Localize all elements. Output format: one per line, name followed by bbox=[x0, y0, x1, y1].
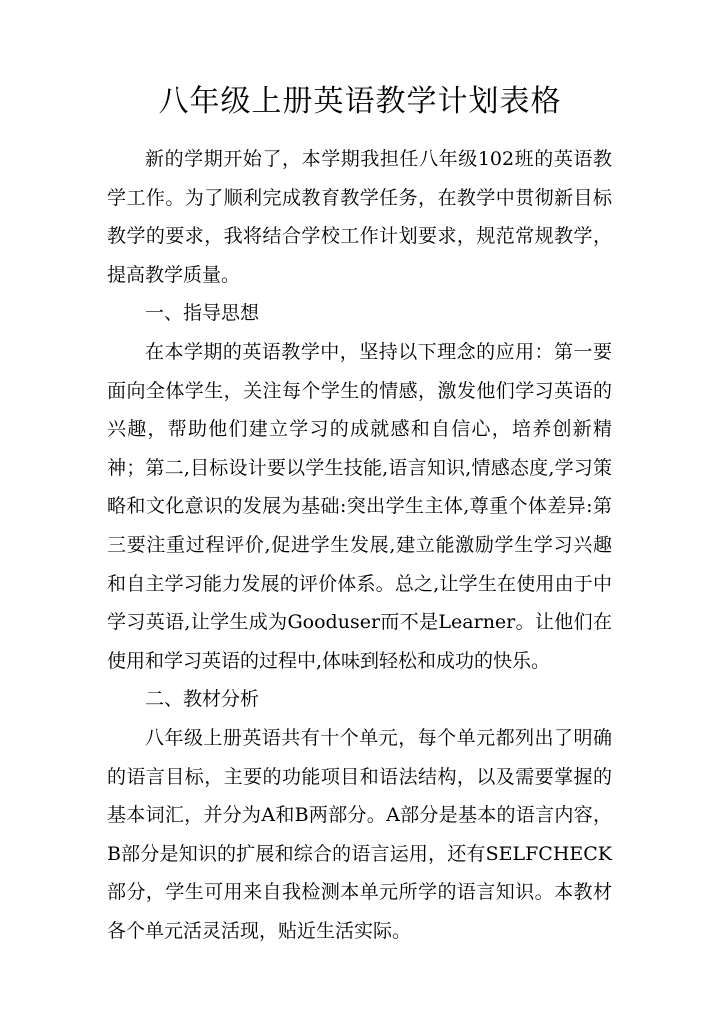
section-heading-textbook-analysis: 二、教材分析 bbox=[145, 688, 260, 711]
intro-paragraph: 新的学期开始了，本学期我担任八年级102班的英语教学工作。为了顺利完成教育教学任务，在教学中贯彻新目标教学的要求，我将结合学校工作计划要求，规范常规教学，提高教学质量。 bbox=[107, 148, 612, 286]
section-heading-guiding-ideology: 一、指导思想 bbox=[145, 302, 260, 325]
document-body bbox=[107, 140, 612, 950]
document-title: 八年级上册英语教学计划表格 bbox=[158, 84, 562, 119]
guiding-ideology-paragraph: 在本学期的英语教学中，坚持以下理念的应用：第一要面向全体学生，关注每个学生的情感，激发他们学习英语的兴趣，帮助他们建立学习的成就感和自信心，培养创新精神；第二,目标设计要以学生技能,语言知识,情感态度,学习策略和文化意识的发展为基础:突出学生主体,尊重个体差异:第三要注重过程评价,促进学生发展,建立能激励学生学习兴趣和自主学习能力发展的评价体系。总之,让学生在使用由于中学习英语,让学生成为Gooduser而不是Learner。让他们在使用和学习英语的过程中,体味到轻松和成功的快乐。 bbox=[107, 340, 612, 672]
textbook-analysis-paragraph: 八年级上册英语共有十个单元，每个单元都列出了明确的语言目标，主要的功能项目和语法结构，以及需要掌握的基本词汇，并分为A和B两部分。A部分是基本的语言内容，B部分是知识的扩展和综合的语言运用，还有SELFCHECK部分，学生可用来自我检测本单元所学的语言知识。本教材各个单元活灵活现，贴近生活实际。 bbox=[107, 726, 612, 942]
